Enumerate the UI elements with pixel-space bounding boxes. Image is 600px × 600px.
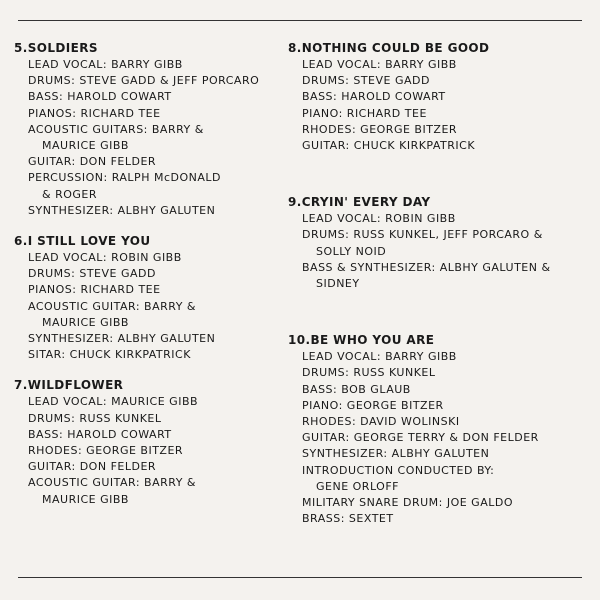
credit-line: PIANOS: RICHARD TEE [28,283,161,297]
credit-line: BASS: HAROLD COWART [28,427,172,441]
credit-line: SYNTHESIZER: ALBHY GALUTEN [302,447,490,461]
track-5 [14,40,294,219]
credit-line: DRUMS: RUSS KUNKEL [302,366,436,380]
credit-line: DRUMS: STEVE GADD [302,74,430,88]
credit-line: MAURICE GIBB [42,139,129,153]
credit-line: GENE ORLOFF [316,479,399,493]
credit-line: SITAR: CHUCK KIRKPATRICK [28,348,191,362]
credit-line: GUITAR: DON FELDER [28,155,157,169]
credit-line: DRUMS: RUSS KUNKEL [28,411,162,425]
credit-line: LEAD VOCAL: BARRY GIBB [302,350,457,364]
track-9 [288,194,588,292]
credit-line: BASS: HAROLD COWART [302,90,446,104]
credit-line: ACOUSTIC GUITARS: BARRY & [28,122,204,136]
credit-line: LEAD VOCAL: ROBIN GIBB [28,251,182,265]
track-title: 10.BE WHO YOU ARE [288,333,435,348]
credit-line: BASS: HAROLD COWART [28,90,172,104]
track-title: 6.I STILL LOVE YOU [14,234,151,249]
credit-line: DRUMS: RUSS KUNKEL, JEFF PORCARO & [302,228,543,242]
credit-line: LEAD VOCAL: ROBIN GIBB [302,212,456,226]
credit-line: PIANO: RICHARD TEE [302,106,427,120]
credit-line: MAURICE GIBB [42,492,129,506]
credit-line: BRASS: SEXTET [302,512,394,526]
track-6 [14,233,294,363]
credit-line: INTRODUCTION CONDUCTED BY: [302,463,495,477]
credit-line: RHODES: DAVID WOLINSKI [302,415,460,429]
credit-line: BASS: BOB GLAUB [302,382,411,396]
credit-line: LEAD VOCAL: MAURICE GIBB [28,395,199,409]
credit-line: SYNTHESIZER: ALBHY GALUTEN [28,203,216,217]
credit-line: SOLLY NOID [316,244,387,258]
track-title: 7.WILDFLOWER [14,378,124,393]
track-7 [14,377,294,507]
credit-line: ACOUSTIC GUITAR: BARRY & [28,476,197,490]
track-8 [288,40,588,154]
credit-line: MAURICE GIBB [42,315,129,329]
credit-line: GUITAR: CHUCK KIRKPATRICK [302,139,476,153]
track-title: 5.SOLDIERS [14,41,98,55]
credit-line: SIDNEY [316,277,360,291]
credit-line: PERCUSSION: RALPH McDONALD [28,171,221,185]
credit-line: RHODES: GEORGE BITZER [302,122,458,136]
track-title: 8.NOTHING COULD BE GOOD [288,41,490,55]
credit-line: DRUMS: STEVE GADD [28,267,156,281]
credit-line: RHODES: GEORGE BITZER [28,444,184,458]
track-title: 9.CRYIN' EVERY DAY [288,195,431,210]
credit-line: ACOUSTIC GUITAR: BARRY & [28,299,197,313]
right-column [288,40,588,527]
credit-line: BASS & SYNTHESIZER: ALBHY GALUTEN & [302,260,551,274]
credit-line: LEAD VOCAL: BARRY GIBB [28,58,183,71]
credit-line: SYNTHESIZER: ALBHY GALUTEN [28,332,216,346]
credit-line: MILITARY SNARE DRUM: JOE GALDO [302,496,513,510]
credit-line: & ROGER [42,187,97,201]
credit-line: PIANOS: RICHARD TEE [28,106,161,120]
credit-line: GUITAR: GEORGE TERRY & DON FELDER [302,431,539,445]
credit-line: GUITAR: DON FELDER [28,460,157,474]
track-10 [288,332,588,527]
left-column [14,40,294,508]
credit-line: DRUMS: STEVE GADD & JEFF PORCARO [28,74,260,88]
credit-line: PIANO: GEORGE BITZER [302,398,444,412]
top-divider [18,20,582,21]
credit-line: LEAD VOCAL: BARRY GIBB [302,58,457,71]
bottom-divider [18,577,582,578]
